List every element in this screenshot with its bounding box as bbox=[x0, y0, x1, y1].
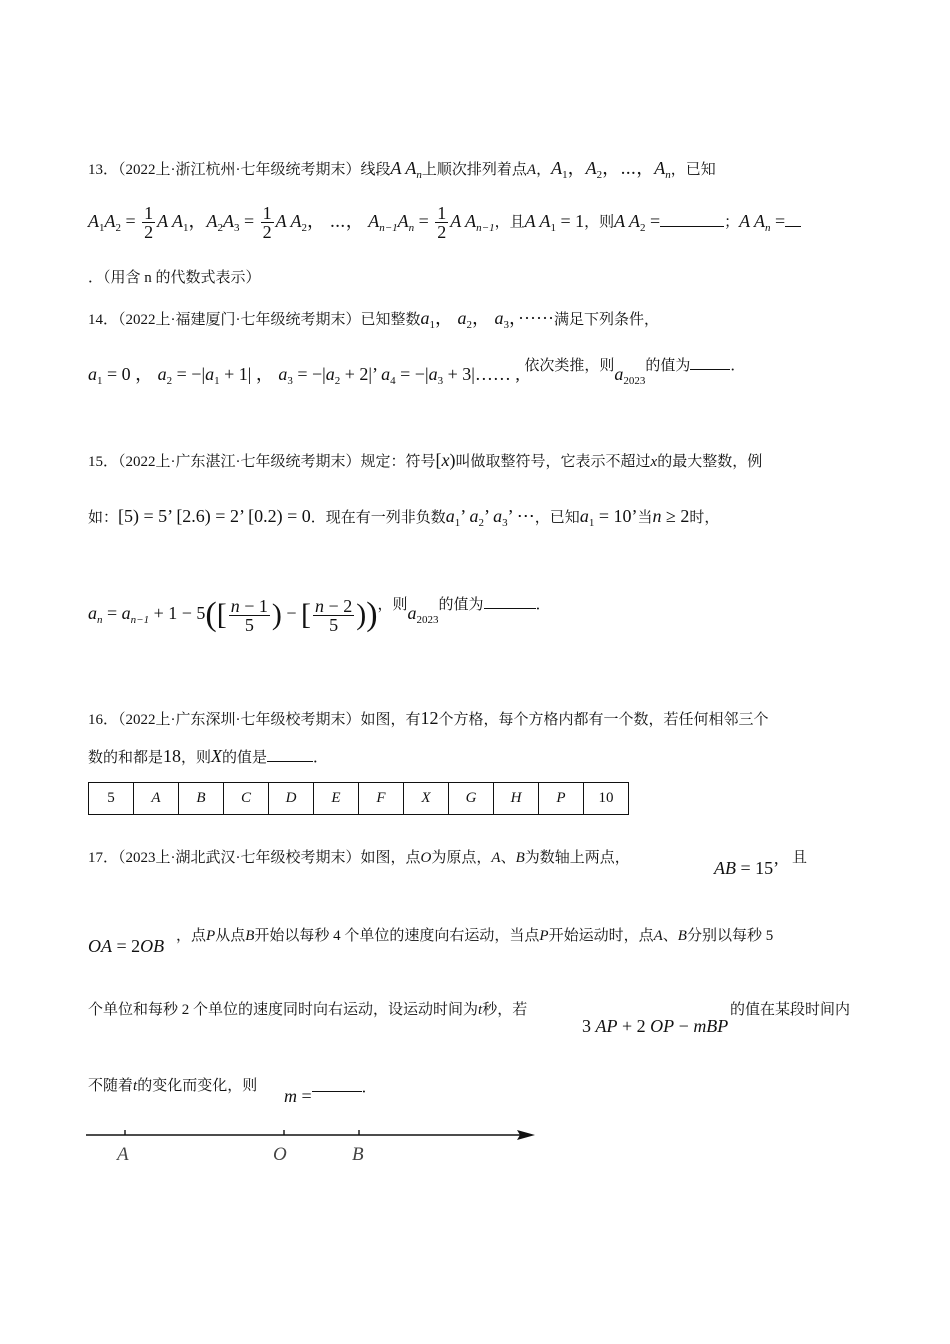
q16-text: 数的和都是 bbox=[88, 750, 164, 766]
grid-cell: 5 bbox=[89, 783, 134, 815]
q16-var-x: X bbox=[211, 746, 223, 766]
q17-line4 bbox=[88, 1074, 257, 1095]
q15-text: ，则 bbox=[377, 597, 408, 614]
grid-cell: C bbox=[224, 783, 269, 815]
q16-text: ，则 bbox=[181, 750, 212, 766]
q14-text: 满足下列条件， bbox=[554, 312, 660, 328]
grid-cell: B bbox=[179, 783, 224, 815]
q13-point-a: A bbox=[526, 162, 537, 178]
q14-line1 bbox=[88, 304, 659, 331]
q17-var-t: t bbox=[478, 1002, 483, 1018]
q13-seg: A $A_n$ bbox=[390, 158, 422, 181]
q17-text: 不随着 bbox=[88, 1078, 134, 1094]
q15-floor-symbol: [x) bbox=[435, 450, 456, 470]
q15-line1 bbox=[88, 450, 762, 471]
q15-var-x: x bbox=[650, 454, 658, 470]
q17-point-p: P bbox=[539, 928, 549, 944]
q17-text: 分别以每秒 5 bbox=[686, 928, 774, 944]
q15-source: （2022上·广东湛江·七年级统考期末） bbox=[118, 454, 361, 470]
q16-source: （2022上·广东深圳·七年级校考期末） bbox=[118, 712, 361, 728]
q17-text: 为数轴上两点， bbox=[524, 850, 630, 866]
q16-n18: 18 bbox=[163, 746, 182, 766]
q17-expression: 3 AP + 2 OP − mBP bbox=[582, 1016, 729, 1036]
q13-points: $A_1$，$A_2$，⋯，$A_n$ bbox=[551, 158, 671, 181]
q14-text: 已知整数 bbox=[360, 312, 421, 328]
q16-grid bbox=[88, 782, 629, 815]
q16-number: 16． bbox=[88, 712, 119, 728]
q15-examples: [5) = 5’ [2.6) = 2’ [0.2) = 0 bbox=[118, 506, 311, 526]
grid-cell: A bbox=[134, 783, 179, 815]
q13-text: ，且 bbox=[494, 214, 525, 231]
q15-text: 叫做取整符号，它表示不超过 bbox=[455, 454, 651, 470]
q17-point-a: A bbox=[491, 850, 501, 866]
q13-text: 上顺次排列着点 bbox=[421, 162, 527, 178]
q14-text: ． bbox=[730, 358, 746, 374]
q15-a2023: $a_{2023}$ bbox=[407, 603, 439, 627]
q15-number: 15． bbox=[88, 454, 119, 470]
q16-text: 个方格，每个方格内都有一个数，若任何相邻三个 bbox=[438, 712, 769, 728]
q17-text: 如图，点 bbox=[360, 850, 421, 866]
q13-text: ，已知 bbox=[670, 162, 716, 178]
q17-text: 、 bbox=[662, 928, 678, 944]
q13-ask1: A $A_2$ = bbox=[614, 210, 661, 234]
grid-cell: 10 bbox=[584, 783, 629, 815]
answer-blank[interactable] bbox=[660, 226, 724, 227]
q15-a1: $a_1 = 10$’ bbox=[579, 506, 638, 529]
q15-n-cond: n ≥ 2 bbox=[652, 506, 690, 526]
q17-text: ，点 bbox=[176, 928, 207, 944]
q17-var-t: t bbox=[133, 1078, 138, 1094]
q14-text: 依次类推，则 bbox=[524, 358, 615, 374]
q17-text: 开始以每秒 4 个单位的速度向右运动，当点 bbox=[254, 928, 540, 944]
answer-blank[interactable] bbox=[484, 608, 536, 609]
q17-line2 bbox=[176, 924, 773, 945]
q15-line2 bbox=[88, 506, 719, 529]
q17-and: 且 bbox=[792, 850, 808, 866]
q17-text: 为原点， bbox=[431, 850, 492, 866]
q17-text: 从点 bbox=[215, 928, 246, 944]
q13-line2 bbox=[88, 204, 801, 241]
q17-point-b: B bbox=[245, 928, 255, 944]
grid-cell: H bbox=[494, 783, 539, 815]
q15-line3 bbox=[88, 596, 551, 634]
q17-line1 bbox=[88, 846, 630, 867]
q17-point-b: B bbox=[515, 850, 525, 866]
q14-a2023: $a_{2023}$ bbox=[614, 364, 646, 387]
q13-source: （2022上·浙江杭州·七年级统考期末） bbox=[118, 162, 361, 178]
answer-blank[interactable] bbox=[267, 761, 313, 762]
q15-text: ． bbox=[535, 597, 551, 614]
q17-source: （2023上·湖北武汉·七年级校考期末） bbox=[118, 850, 361, 866]
q17-text: 、 bbox=[500, 850, 516, 866]
q13-text: ； bbox=[724, 214, 740, 231]
q17-line3-end: 的值在某段时间内 bbox=[730, 1002, 851, 1018]
q17-ab-cond: AB = 15’ bbox=[714, 858, 780, 878]
q14-number: 14． bbox=[88, 312, 119, 328]
q17-point-b: B bbox=[677, 928, 687, 944]
q17-text: ． bbox=[361, 1080, 377, 1096]
q13-text: 线段 bbox=[360, 162, 391, 178]
q13-ask2: A $A_n$ = bbox=[739, 210, 786, 234]
q13-note: ．（用含 n 的代数式表示） bbox=[88, 270, 261, 286]
q16-text: 如图，有 bbox=[360, 712, 421, 728]
q17-point-o: O bbox=[420, 850, 432, 866]
q16-grid-row bbox=[89, 783, 629, 815]
answer-blank[interactable] bbox=[312, 1091, 362, 1092]
q17-text: 秒，若 bbox=[482, 1002, 528, 1018]
q17-text: 个单位和每秒 2 个单位的速度同时向右运动，设运动时间为 bbox=[88, 1002, 479, 1018]
q15-text: 的最大整数，例 bbox=[657, 454, 763, 470]
q15-text: 的值为 bbox=[438, 597, 484, 614]
q17-text: 的变化而变化，则 bbox=[137, 1078, 258, 1094]
q16-n12: 12 bbox=[420, 708, 439, 728]
q15-seq: $a_1$’ $a_2$’ $a_3$’ ⋯ bbox=[445, 506, 535, 529]
number-line bbox=[80, 1120, 550, 1170]
grid-cell: G bbox=[449, 783, 494, 815]
q17-point-a: A bbox=[653, 928, 663, 944]
q15-text: 规定：符号 bbox=[360, 454, 436, 470]
q14-text: 的值为 bbox=[645, 358, 691, 374]
q16-text: 的值是 bbox=[222, 750, 268, 766]
q16-text: ． bbox=[313, 750, 329, 766]
q13-formula: $A_1A_2$ = $\frac{1}{2}$ A $A_1$，$A_2A_3$ = $\frac{1}{2}$ A $A_2$， ⋯， $A_{n-1}A_n$ = $\frac{1}{2}$ A $A_{n-1}$ bbox=[88, 203, 495, 242]
q14-source: （2022上·福建厦门·七年级统考期末） bbox=[118, 312, 361, 328]
q16-line2 bbox=[88, 746, 328, 767]
q13-cond: A $A_1 = 1$ bbox=[524, 210, 585, 234]
q15-text: 当 bbox=[637, 510, 653, 526]
q15-recurrence: $a_n = a_{n-1} + 1 - 5$([ $\frac{n - 1}{5}$ ) − [ $\frac{n - 2}{5}$ )) bbox=[88, 595, 378, 635]
q15-text: ．现在有一列非负数 bbox=[310, 510, 446, 526]
q13-number: 13． bbox=[88, 162, 119, 178]
axis-label-a: A bbox=[117, 1144, 129, 1165]
axis-label-o: O bbox=[273, 1144, 287, 1165]
q17-point-p: P bbox=[206, 928, 216, 944]
q17-answer: m = ． bbox=[284, 1080, 377, 1106]
answer-blank[interactable] bbox=[785, 226, 801, 227]
q16-line1 bbox=[88, 708, 769, 729]
q15-text: 如： bbox=[88, 510, 119, 526]
q14-formula: $a_1 = 0$ ， $a_2 = -|a_1 + 1|$ ， $a_3 = -|a_2 + 2|$’ $a_4 = -|a_3$ + 3|…… , bbox=[88, 364, 525, 387]
q17-number: 17． bbox=[88, 850, 119, 866]
q17-text: 开始运动时，点 bbox=[548, 928, 654, 944]
q13-text: ，则 bbox=[584, 214, 615, 231]
q13-line1: 13．（2022上·浙江杭州·七年级统考期末）线段A $A_n$上顺次排列着点A，$A_1$，$A_2$，⋯，$A_n$，已知 bbox=[88, 158, 716, 181]
q15-text: ，已知 bbox=[534, 510, 580, 526]
q15-text: 时， bbox=[689, 510, 720, 526]
grid-cell: F bbox=[359, 783, 404, 815]
q17-oa-cond: OA = 2OB bbox=[88, 936, 165, 956]
grid-cell: P bbox=[539, 783, 584, 815]
grid-cell: X bbox=[404, 783, 449, 815]
grid-cell: D bbox=[269, 783, 314, 815]
axis-label-b: B bbox=[352, 1144, 364, 1165]
answer-blank[interactable] bbox=[690, 369, 730, 370]
q14-line2 bbox=[88, 360, 745, 387]
q17-line3 bbox=[88, 998, 527, 1019]
grid-cell: E bbox=[314, 783, 359, 815]
q14-seq: $a_1$， $a_2$， $a_3$，······ bbox=[420, 308, 554, 331]
